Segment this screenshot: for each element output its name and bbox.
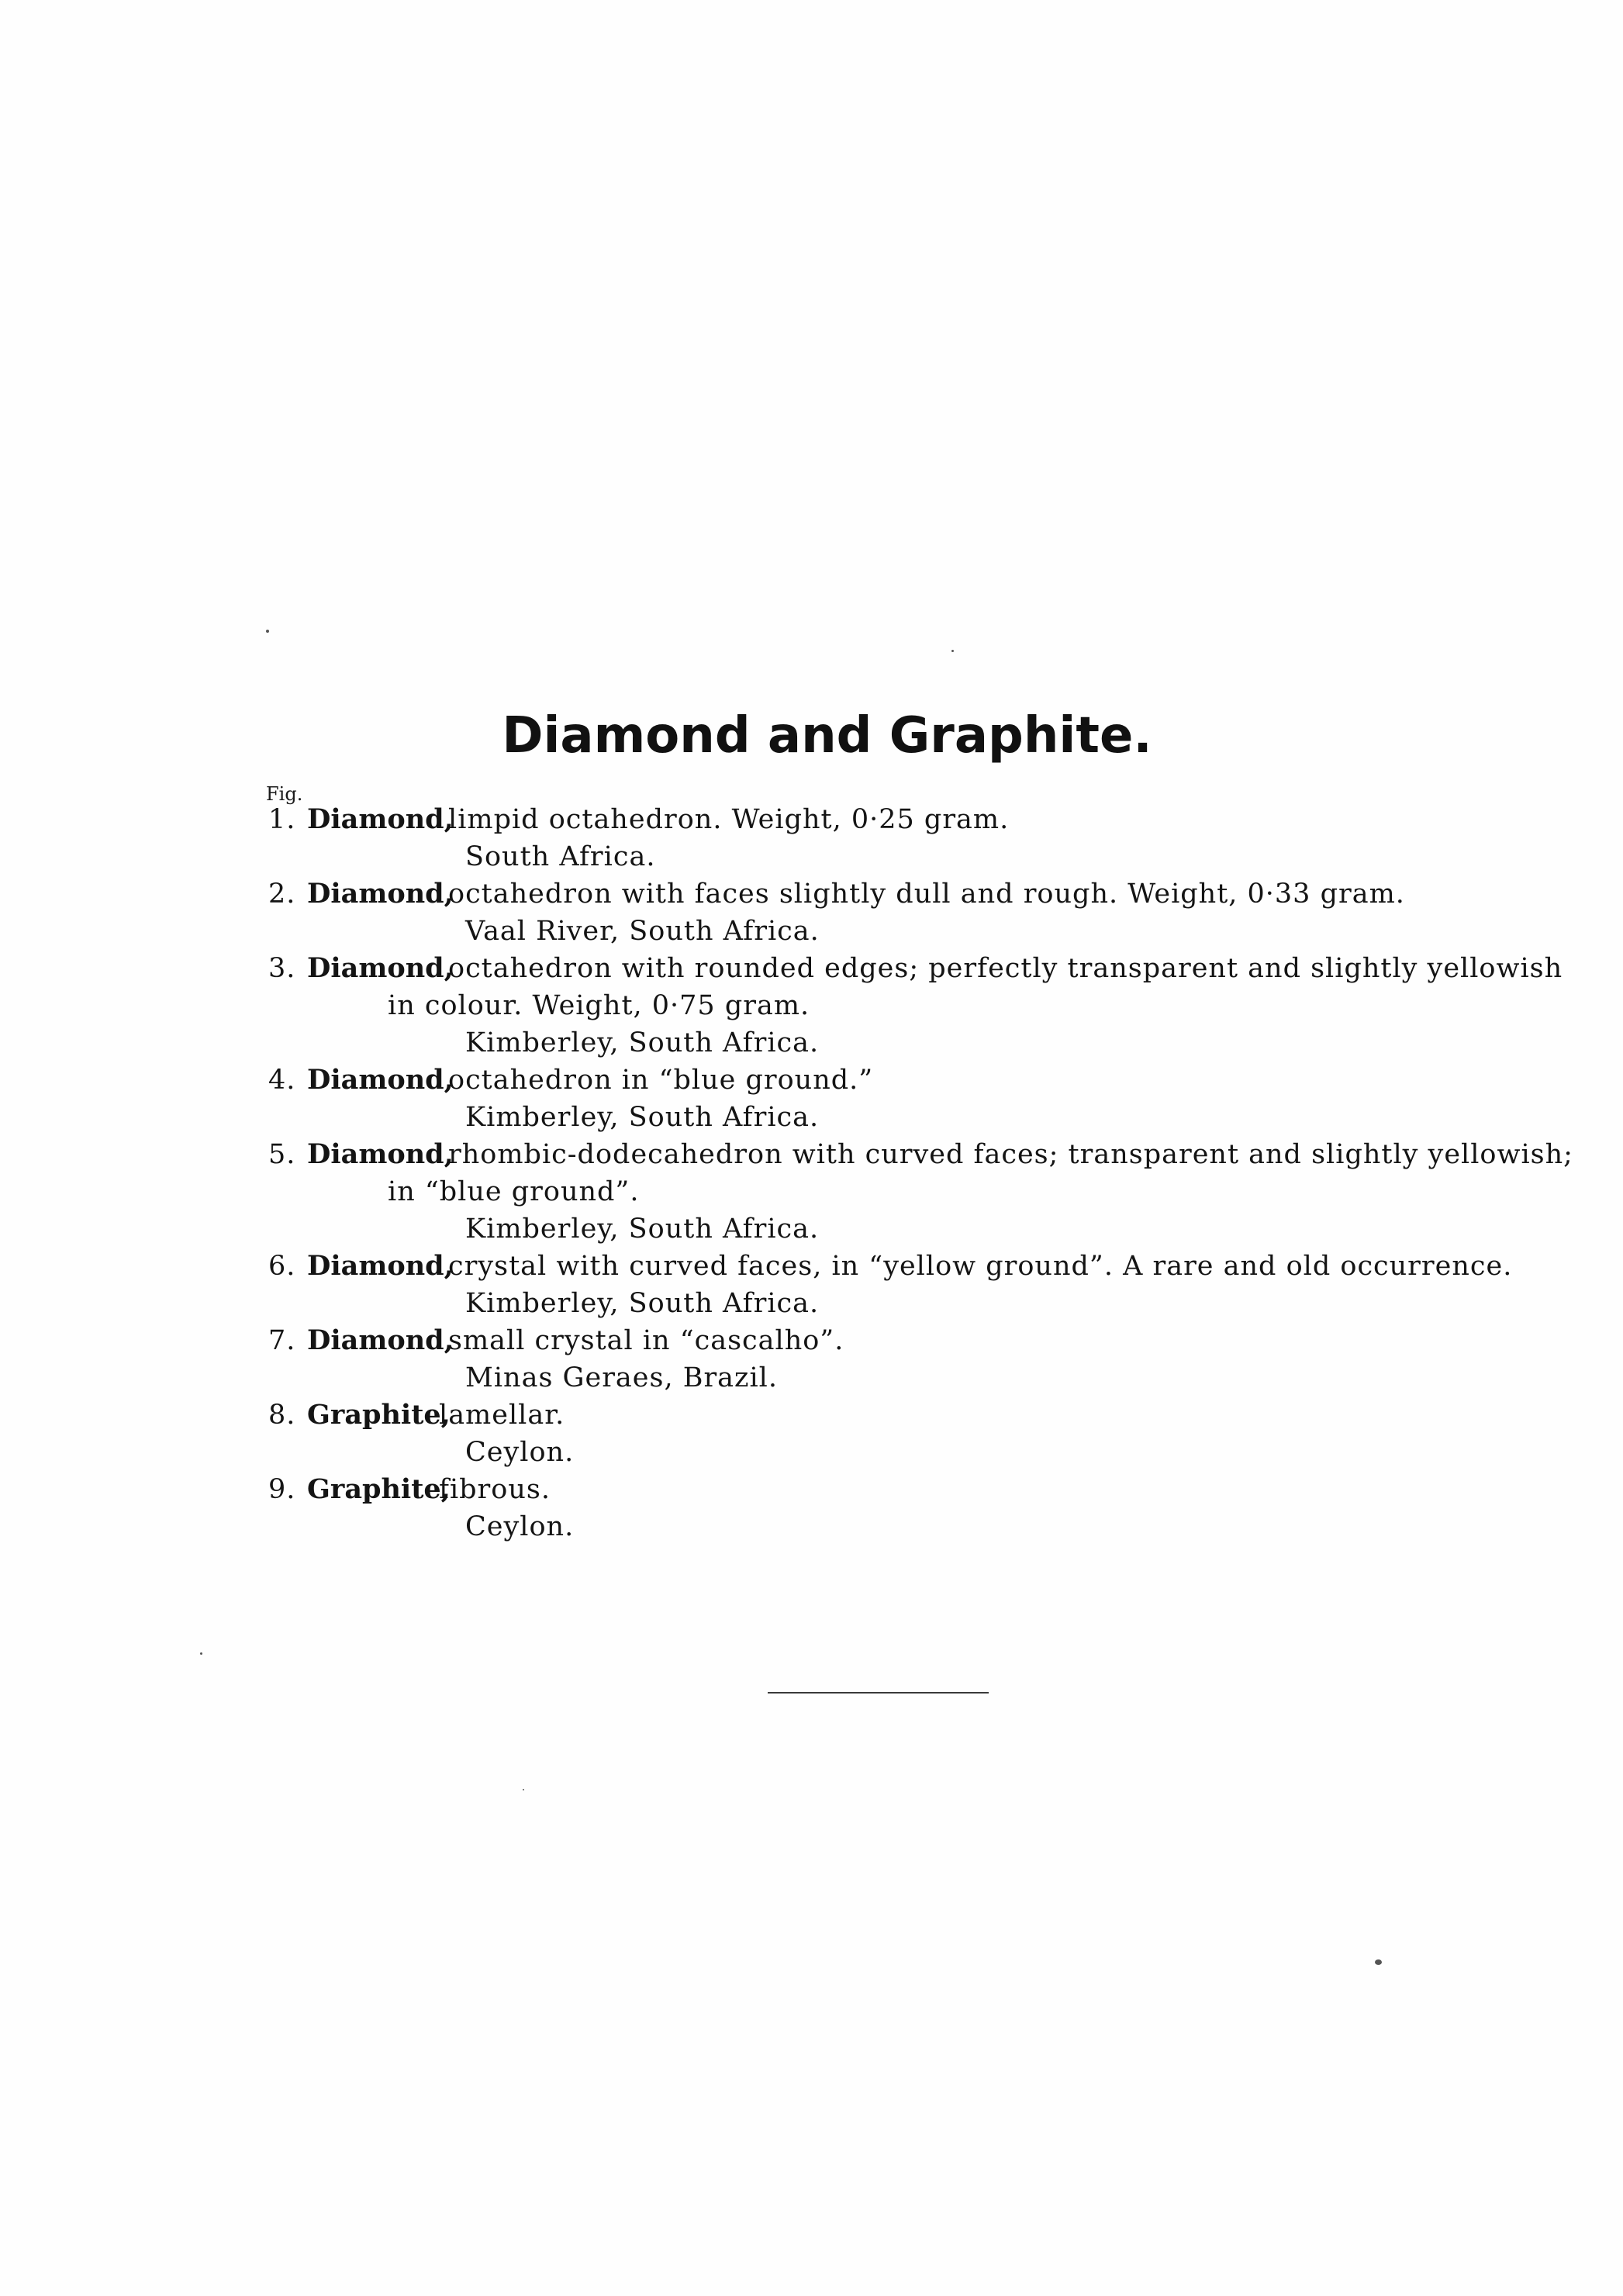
- specimen-locality: Kimberley, South Africa.: [465, 1027, 820, 1058]
- scan-speck: [951, 650, 954, 652]
- specimen-locality: Kimberley, South Africa.: [465, 1214, 820, 1245]
- mineral-name: Diamond,: [307, 1064, 454, 1096]
- specimen-description: octahedron with rounded edges; perfectly transparent and slightly yellowish: [448, 953, 1563, 984]
- specimen-description-continuation: in “blue ground”.: [388, 1176, 640, 1207]
- specimen-description: small crystal in “cascalho”.: [448, 1325, 844, 1356]
- specimen-locality: Kimberley, South Africa.: [465, 1288, 820, 1319]
- figure-number: 6.: [268, 1251, 296, 1282]
- mineral-name: Graphite,: [307, 1473, 451, 1505]
- specimen-description: octahedron with faces slightly dull and rough. Weight, 0·33 gram.: [448, 879, 1405, 910]
- specimen-description-continuation: in colour. Weight, 0·75 gram.: [388, 990, 810, 1021]
- specimen-description: limpid octahedron. Weight, 0·25 gram.: [448, 804, 1010, 835]
- specimen-description: crystal with curved faces, in “yellow ground”. A rare and old occurrence.: [448, 1251, 1513, 1282]
- figure-number: 2.: [268, 879, 296, 910]
- specimen-description: octahedron in “blue ground.”: [448, 1065, 874, 1096]
- specimen-description: lamellar.: [439, 1400, 565, 1431]
- scan-speck: [1375, 1959, 1382, 1965]
- figure-number: 3.: [268, 953, 296, 984]
- figure-number: 5.: [268, 1139, 296, 1170]
- figure-number: 9.: [268, 1474, 296, 1505]
- mineral-name: Diamond,: [307, 952, 454, 984]
- specimen-locality: South Africa.: [465, 841, 656, 872]
- mineral-name: Diamond,: [307, 1250, 454, 1282]
- scan-speck: [200, 1652, 202, 1655]
- specimen-locality: Ceylon.: [465, 1437, 575, 1468]
- scan-speck: [523, 1789, 524, 1790]
- specimen-description: rhombic-dodecahedron with curved faces; transparent and slightly yellowish;: [448, 1139, 1573, 1170]
- mineral-name: Diamond,: [307, 1138, 454, 1170]
- scan-speck: [266, 630, 269, 633]
- page-title: Diamond and Graphite.: [502, 707, 1152, 765]
- figure-number: 1.: [268, 804, 296, 835]
- figure-number: 7.: [268, 1325, 296, 1356]
- specimen-locality: Vaal River, South Africa.: [465, 916, 820, 947]
- mineral-name: Diamond,: [307, 1324, 454, 1356]
- closing-rule: [768, 1692, 989, 1694]
- mineral-name: Diamond,: [307, 803, 454, 835]
- specimen-locality: Ceylon.: [465, 1511, 575, 1542]
- specimen-locality: Kimberley, South Africa.: [465, 1102, 820, 1133]
- mineral-name: Graphite,: [307, 1399, 451, 1431]
- fig-column-label: Fig.: [266, 783, 303, 805]
- mineral-name: Diamond,: [307, 878, 454, 910]
- figure-number: 8.: [268, 1400, 296, 1431]
- specimen-description: fibrous.: [439, 1474, 551, 1505]
- figure-number: 4.: [268, 1065, 296, 1096]
- specimen-locality: Minas Geraes, Brazil.: [465, 1362, 778, 1393]
